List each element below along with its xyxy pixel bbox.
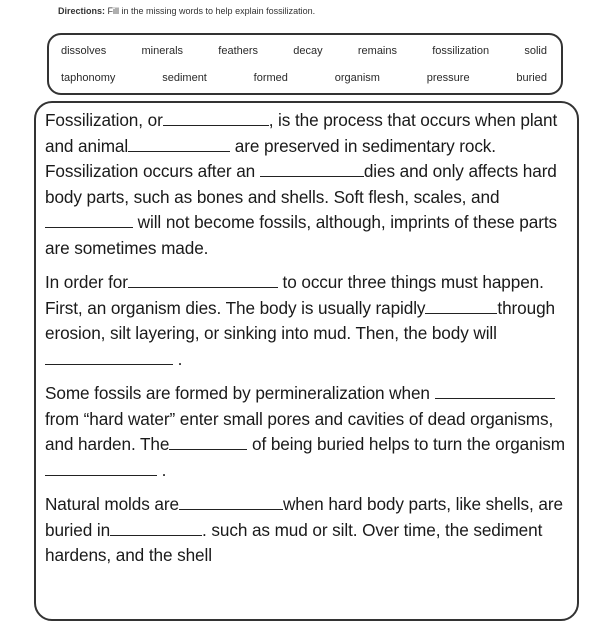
word-bank: [47, 33, 563, 95]
passage-text: when hard body parts, like shells, are buried in: [45, 494, 563, 540]
word-bank-word: decay: [293, 45, 323, 57]
word-bank-word: feathers: [218, 45, 259, 57]
word-bank-word: solid: [524, 45, 547, 57]
directions-label: Directions:: [58, 6, 106, 16]
passage-text: will not become fossils, although, imprints of these parts are sometimes made.: [45, 212, 557, 258]
fill-blank[interactable]: [435, 382, 555, 399]
fill-blank[interactable]: [128, 271, 278, 288]
fill-blank[interactable]: [260, 160, 364, 177]
passage-text: to occur three things must happen. First, an organism dies. The body is usually rapidly: [45, 272, 544, 318]
word-bank-word: formed: [253, 72, 288, 84]
word-bank-row-1: [49, 45, 561, 57]
paragraph-2: [45, 270, 569, 372]
word-bank-word: minerals: [141, 45, 184, 57]
fill-blank[interactable]: [45, 459, 157, 476]
directions: [58, 6, 315, 16]
passage-text: In order for: [45, 272, 128, 292]
fill-blank[interactable]: [163, 109, 269, 126]
passage-text: , is the process that occurs when plant and animal: [45, 110, 558, 156]
passage-text: Natural molds are: [45, 494, 179, 514]
passage-text: .: [157, 459, 167, 480]
passage-text: of being buried helps to turn the organism: [247, 434, 566, 454]
fill-blank[interactable]: [128, 135, 230, 152]
fill-blank[interactable]: [45, 348, 173, 365]
paragraph-4: [45, 492, 569, 569]
word-bank-word: pressure: [426, 72, 470, 84]
passage-text: dies and only affects hard body parts, such as bones and shells. Soft flesh, scales, and: [45, 161, 557, 207]
passage-box: [34, 101, 579, 621]
fill-blank[interactable]: [425, 297, 497, 314]
word-bank-word: remains: [357, 45, 397, 57]
paragraph-3: [45, 381, 569, 483]
word-bank-word: sediment: [162, 72, 207, 84]
word-bank-word: organism: [334, 72, 380, 84]
passage-text: Some fossils are formed by permineralization when: [45, 383, 435, 403]
fill-blank[interactable]: [169, 433, 247, 450]
passage-text: .: [173, 348, 183, 369]
word-bank-word: dissolves: [61, 45, 107, 57]
fill-blank[interactable]: [110, 519, 202, 536]
fill-blank[interactable]: [179, 493, 283, 510]
fill-blank[interactable]: [45, 211, 133, 228]
passage-text: Fossilization, or: [45, 110, 163, 130]
passage-text: from “hard water” enter small pores and cavities of dead organisms, and harden. The: [45, 408, 554, 454]
word-bank-word: buried: [516, 72, 547, 84]
passage-text: . such as mud or silt. Over time, the sediment hardens, and the shell: [45, 519, 543, 565]
passage-text: through erosion, silt layering, or sinking into mud. Then, the body will: [45, 297, 556, 343]
word-bank-row-2: [49, 72, 561, 84]
paragraph-1: [45, 108, 569, 261]
word-bank-word: fossilization: [432, 45, 490, 57]
passage-text: are preserved in sedimentary rock. Fossilization occurs after an: [45, 135, 496, 181]
directions-text: Fill in the missing words to help explain fossilization.: [105, 6, 316, 16]
word-bank-word: taphonomy: [61, 72, 116, 84]
